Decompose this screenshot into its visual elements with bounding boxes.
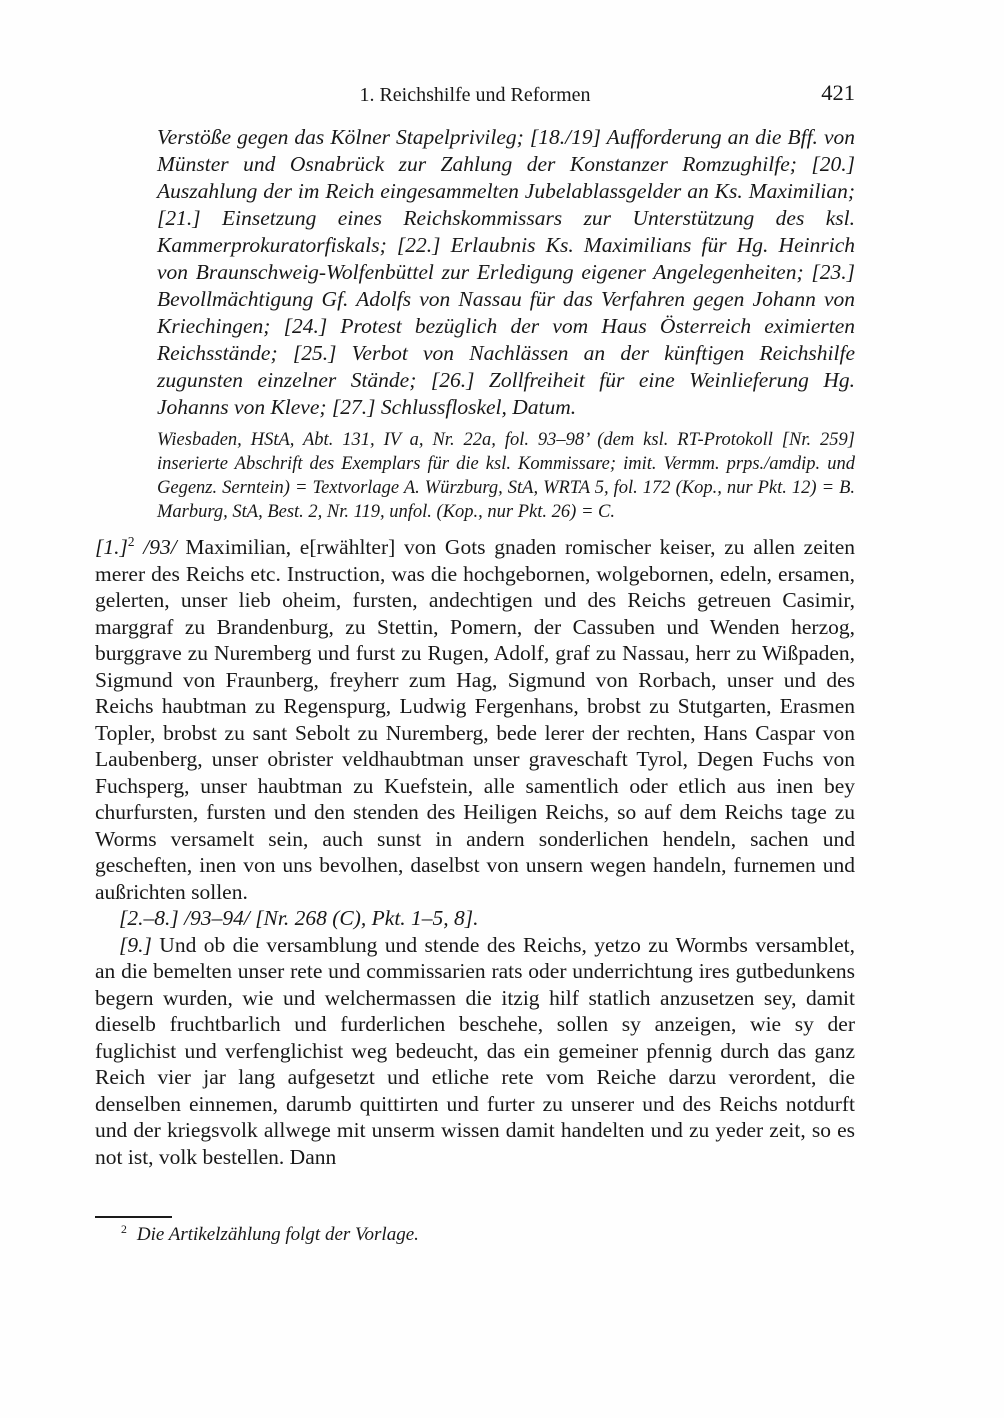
document-abstract: Verstöße gegen das Kölner Stapelprivileg; [18./19] Aufforderung an die Bff. von Münster und Osnabrück zur Zahlung der Konstanzer Romzughilfe; [20.] Auszahlung der im Reich eingesammelten Jubelablassgelder an Ks. Maximilian; [21.] Einsetzung eines Reichskommissars zur Unterstützung des ksl. Kammerprokuratorfiskals; [22.] Erlaubnis Ks. Maximilians für Hg. Heinrich von Braunschweig-Wolfenbüttel zur Erledigung eigener Angelegenheiten; [23.] Bevollmächtigung Gf. Adolfs von Nassau für das Verfahren gegen Johann von Kriechingen; [24.] Protest bezüglich der vom Haus Österreich eximierten Reichsstände; [25.] Verbot von Nachlässen an der künftigen Reichshilfe zugunsten einzelner Stände; [26.] Zollfreiheit für eine Weinlieferung Hg. Johanns von Kleve; [27.] Schlussfloskel, Datum.	[157, 125, 855, 419]
folio-marker: /93/	[143, 535, 177, 559]
footnote-marker: 2	[121, 1222, 127, 1236]
section-title: 1. Reichshilfe und Reformen	[359, 84, 591, 106]
footnote	[95, 1223, 855, 1247]
body-paragraph-3	[95, 932, 855, 1171]
article-number: [9.]	[119, 932, 152, 957]
paragraph-text: Und ob die versamblung und stende des Reichs, yetzo zu Wormbs versamblet, an die bemelten unser rete und commissarien rats oder underrichtung ires gutbedunkens begern wurden, wie und welchermassen die itzig hilf statlich anzusetzen sey, damit dieselb fruchtbarlich und furderlichen beschehe, sollen sy anzeigen, wie sy der fuglichist und verfenglichist weg bedeucht, das ein gemeiner pfennig durch das ganz Reich vier jar lang aufgesetzt und etliche rete vom Reiche darzu verordent, die denselben einnemen, darumb quittirten und furter zu unserer und des Reichs notdurft und der kriegsvolk allwege mit unserm wissen damit handelten und zu yeder zeit, so es not ist, volk bestellen. Dann	[95, 932, 856, 1169]
footnote-area	[95, 1216, 855, 1247]
page-number: 421	[821, 80, 855, 105]
footnote-separator	[95, 1216, 172, 1218]
paragraph-text: Maximilian, e[rwählter] von Gots gnaden romischer keiser, zu allen zeiten merer des Reichs etc. Instruction, was die hochgebornen, wolgebornen, edeln, ersamen, gelerten, unser lieb oheim, fursten, andechtigen und des Reichs getreuen Casimir, marggraf zu Brandenburg, zu Stettin, Pomern, der Cassuben und Wenden herzog, burggrave zu Nuremberg und furst zu Rugen, Adolf, graf zu Nassau, herr zu Wißpaden, Sigmund von Fraunberg, freyherr zum Hag, Sigmund von Rorbach, unser und des Reichs haubtman zu Regenspurg, Ludwig Fergenhans, brobst zu Stutgarten, Erasmen Topler, brobst zu sant Sebolt zu Nuremberg, bede lerer der rechten, Hans Caspar von Laubenberg, unser obrister veldhaubtman unser graveschaft Tyrol, Degen Fuchs von Fuchsperg, unser haubtman zu Kuefstein, alle samentlich oder etlich aus inen bey churfursten, fursten und den stenden des Heiligen Reichs, so auf dem Reichs tage zu Worms versamelt sein, auch sunst in andern sonderlichen hendeln, sachen und gescheften, inen von uns bevolhen, daselbst von unsern wegen handeln, furnemen und außrichten sollen.	[95, 535, 856, 904]
body-paragraph-1	[95, 534, 855, 905]
archive-citation: Wiesbaden, HStA, Abt. 131, IV a, Nr. 22a, fol. 93–98’ (dem ksl. RT-Protokoll [Nr. 259] inserierte Abschrift des Exemplars für die ksl. Kommissare; imit. Vermm. prps./amdip. und Gegenz. Serntein) = Textvorlage A. Würzburg, StA, WRTA 5, fol. 172 (Kop., nur Pkt. 12) = B. Marburg, StA, Best. 2, Nr. 119, unfol. (Kop., nur Pkt. 26) = C.	[157, 430, 855, 522]
text-block	[95, 0, 855, 1170]
body-paragraph-2: [2.–8.] /93–94/ [Nr. 268 (C), Pkt. 1–5, 8].	[119, 906, 479, 930]
document-body	[95, 534, 855, 1170]
footnote-reference: 2	[127, 533, 135, 549]
footnote-text: Die Artikelzählung folgt der Vorlage.	[136, 1224, 419, 1245]
running-header	[95, 82, 855, 108]
article-number: [1.]	[95, 535, 128, 559]
